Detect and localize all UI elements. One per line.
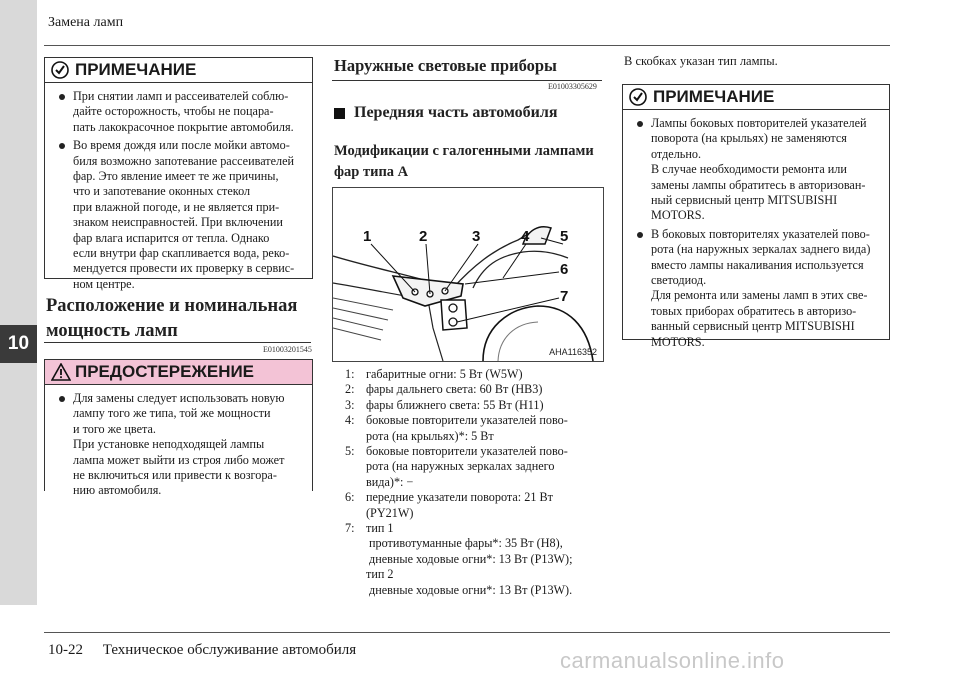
list-item: 3: фары ближнего света: 55 Вт (H11) [345,397,544,412]
type2-label: тип 2 [366,567,394,582]
square-bullet-icon [334,108,345,119]
note-label: ПРИМЕЧАНИЕ [75,60,197,79]
note-label: ПРИМЕЧАНИЕ [653,87,775,106]
callout-3: 3 [472,228,481,245]
note-box-header [623,85,889,110]
note-check-icon [51,61,69,79]
chapter-sidebar [0,0,37,605]
page-number: 10-22 [48,642,83,658]
list-item: 4: боковые повторители указателей пово- рота (на крыльях)*: 5 Вт [345,413,568,443]
modification-heading: Модификации с галогенными лампами фар типа А [334,143,594,180]
bulb-type-note: В скобках указан тип лампы. [624,54,778,68]
front-subheading: Передняя часть автомобиля [334,104,558,122]
footer-section-title: Техническое обслуживание автомобиля [102,642,357,658]
section-code: E01003201545 [263,345,312,354]
type2-detail: дневные ходовые огни*: 13 Вт (P13W). [369,582,573,597]
running-title: Замена ламп [48,15,124,30]
section-heading-rule [44,342,311,343]
watermark: carmanualsonline.info [560,648,785,673]
callout-2: 2 [419,228,428,245]
note-check-icon [629,88,647,106]
note-box-right [622,84,890,349]
note-box-left [44,57,313,291]
list-item: Во время дождя или после мойки автомо- биля возможно запотевание рассеивателей фар. Это явление имеет те же причины, что и запотевание оконных стекол при влажной погоде, и не является при- знаком неисправностей. При включении фар влага испарится от тепла. Однако если внутри фар скапливается вода, реко- мендуется провести их проверку в сервис- ном центре. [55,138,304,292]
exterior-lights-code: E01003305629 [548,82,597,91]
warning-box-header [45,360,312,385]
chapter-tab: 10 [0,325,37,363]
note-box-header [45,58,312,83]
bottom-rule [44,632,890,633]
top-rule [44,45,890,46]
list-item: 6: передние указатели поворота: 21 Вт (PY21W) [345,490,553,520]
type1-detail: противотуманные фары*: 35 Вт (H8), дневные ходовые огни*: 13 Вт (P13W); [369,536,573,566]
list-item: 7: тип 1 [345,521,394,536]
warning-triangle-icon [51,363,69,381]
front-lights-figure [332,187,604,362]
figure-code: AHA116352 [549,347,597,357]
list-item: 1: габаритные огни: 5 Вт (W5W) [345,367,523,381]
page-footer [48,642,356,659]
callout-5: 5 [560,228,569,245]
list-item: При снятии ламп и рассеивателей соблю- дайте осторожность, чтобы не поцара- пать лакокрасочное покрытие автомобиля. [55,89,304,135]
section-heading: Расположение и номинальная мощность ламп [46,296,298,341]
warning-label: ПРЕДОСТЕРЕЖЕНИЕ [75,362,255,381]
callout-1: 1 [363,228,372,245]
callout-7: 7 [560,288,569,305]
callout-4: 4 [521,228,530,245]
exterior-lights-rule [332,80,602,81]
list-item: 5: боковые повторители указателей пово- рота (на наружных зеркалах заднего вида)*: − [345,444,568,489]
exterior-lights-heading: Наружные световые приборы [334,56,557,75]
list-item: В боковых повторителях указателей пово- рота (на наружных зеркалах заднего вида) вместо лампы накаливания используется светодиод. Для ремонта или замены ламп в этих све- товых приборах обратитесь в авторизо- ванный сервисный центр MITSUBISHI MOTORS. [633,227,881,350]
list-item: Для замены следует использовать новую лампу того же типа, той же мощности и того же цвета. При установке неподходящей лампы лампа может выйти из строя либо может не включиться или привести к возгора- нию автомобиля. [55,391,304,499]
callout-6: 6 [560,261,569,278]
list-item: Лампы боковых повторителей указателей поворота (на крыльях) не заменяются отдельно. В случае необходимости ремонта или замены лампы обратитесь в авторизован- ный сервисный центр MITSUBISHI MOTORS. [633,116,881,224]
warning-box [44,359,313,498]
list-item: 2: фары дальнего света: 60 Вт (HB3) [345,382,543,397]
bulb-list [345,367,605,598]
